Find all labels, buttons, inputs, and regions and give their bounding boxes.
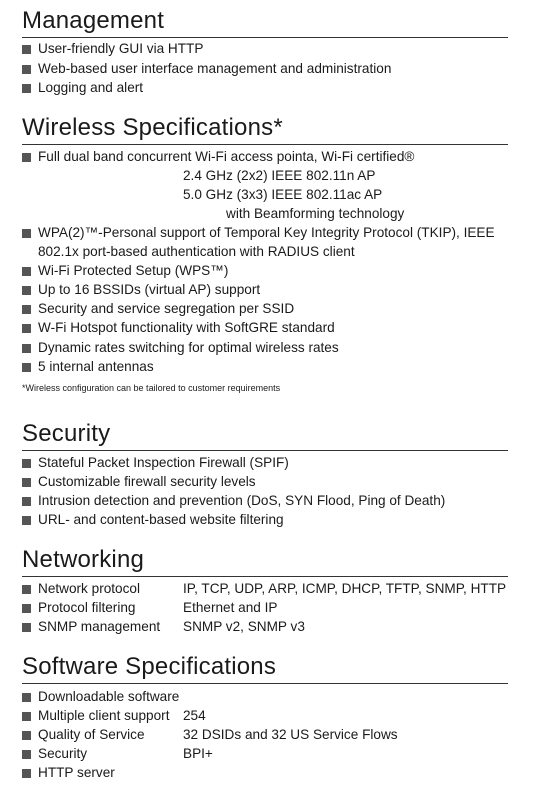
bullet-icon	[22, 516, 31, 525]
list-item: W-Fi Hotspot functionality with SoftGRE standard	[38, 320, 335, 335]
list-item: User-friendly GUI via HTTP	[38, 41, 204, 56]
list-item-continuation: 802.1x port-based authentication with RADIUS client	[38, 244, 355, 259]
spec-row-label: Quality of Service	[38, 727, 145, 742]
spec-row-label: Downloadable software	[38, 689, 180, 704]
list-item: Dynamic rates switching for optimal wireless rates	[38, 340, 339, 355]
bullet-icon	[22, 344, 31, 353]
list-item: Up to 16 BSSIDs (virtual AP) support	[38, 282, 261, 297]
spec-row-value: Ethernet and IP	[183, 600, 278, 615]
spec-row-label: Protocol filtering	[38, 600, 136, 615]
list-item-continuation: 2.4 GHz (2x2) IEEE 802.11n AP	[183, 168, 376, 183]
bullet-icon	[22, 750, 31, 759]
list-item: Web-based user interface management and administration	[38, 61, 392, 76]
bullet-icon	[22, 769, 31, 778]
bullet-icon	[22, 497, 31, 506]
bullet-icon	[22, 585, 31, 594]
bullet-icon	[22, 84, 31, 93]
bullet-icon	[22, 731, 31, 740]
list-item: 5 internal antennas	[38, 359, 154, 374]
spec-row-value: SNMP v2, SNMP v3	[183, 619, 305, 634]
list-item: Intrusion detection and prevention (DoS, SYN Flood, Ping of Death)	[38, 493, 446, 508]
spec-row-label: Security	[38, 746, 88, 761]
spec-row-label: Multiple client support	[38, 708, 170, 723]
section-title-networking: Networking	[22, 546, 145, 573]
bullet-icon	[22, 604, 31, 613]
spec-row-label: Network protocol	[38, 581, 140, 596]
bullet-icon	[22, 693, 31, 702]
bullet-icon	[22, 324, 31, 333]
bullet-icon	[22, 65, 31, 74]
list-item: Wi-Fi Protected Setup (WPS™)	[38, 263, 229, 278]
spec-row-label: SNMP management	[38, 619, 161, 634]
section-title-security: Security	[22, 420, 111, 447]
section-divider	[22, 37, 508, 38]
bullet-icon	[22, 623, 31, 632]
section-title-software: Software Specifications	[22, 653, 277, 680]
spec-row-value: 254	[183, 708, 206, 723]
bullet-icon	[22, 267, 31, 276]
bullet-icon	[22, 229, 31, 238]
bullet-icon	[22, 363, 31, 372]
bullet-icon	[22, 712, 31, 721]
list-item: Stateful Packet Inspection Firewall (SPIF)	[38, 455, 289, 470]
spec-row-value: 32 DSIDs and 32 US Service Flows	[183, 727, 398, 742]
section-divider	[22, 450, 508, 451]
spec-row-value: BPI+	[183, 746, 213, 761]
list-item: Security and service segregation per SSID	[38, 301, 295, 316]
section-divider	[22, 683, 508, 684]
footnote: *Wireless configuration can be tailored to customer requirements	[22, 383, 281, 393]
list-item: Logging and alert	[38, 80, 144, 95]
section-title-management: Management	[22, 7, 165, 34]
list-item-continuation: 5.0 GHz (3x3) IEEE 802.11ac AP	[183, 187, 383, 202]
bullet-icon	[22, 153, 31, 162]
bullet-icon	[22, 45, 31, 54]
list-item-continuation: with Beamforming technology	[226, 206, 405, 221]
bullet-icon	[22, 478, 31, 487]
list-item: URL- and content-based website filtering	[38, 512, 284, 527]
bullet-icon	[22, 459, 31, 468]
list-item: Full dual band concurrent Wi-Fi access pointa, Wi-Fi certified®	[38, 149, 415, 164]
section-divider	[22, 144, 508, 145]
spec-row-value: IP, TCP, UDP, ARP, ICMP, DHCP, TFTP, SNMP, HTTP	[183, 581, 507, 596]
list-item: WPA(2)™-Personal support of Temporal Key Integrity Protocol (TKIP), IEEE	[38, 225, 495, 240]
section-divider	[22, 576, 508, 577]
bullet-icon	[22, 286, 31, 295]
bullet-icon	[22, 305, 31, 314]
section-title-wireless: Wireless Specifications*	[22, 114, 283, 141]
list-item: Customizable firewall security levels	[38, 474, 256, 489]
spec-row-label: HTTP server	[38, 765, 115, 780]
